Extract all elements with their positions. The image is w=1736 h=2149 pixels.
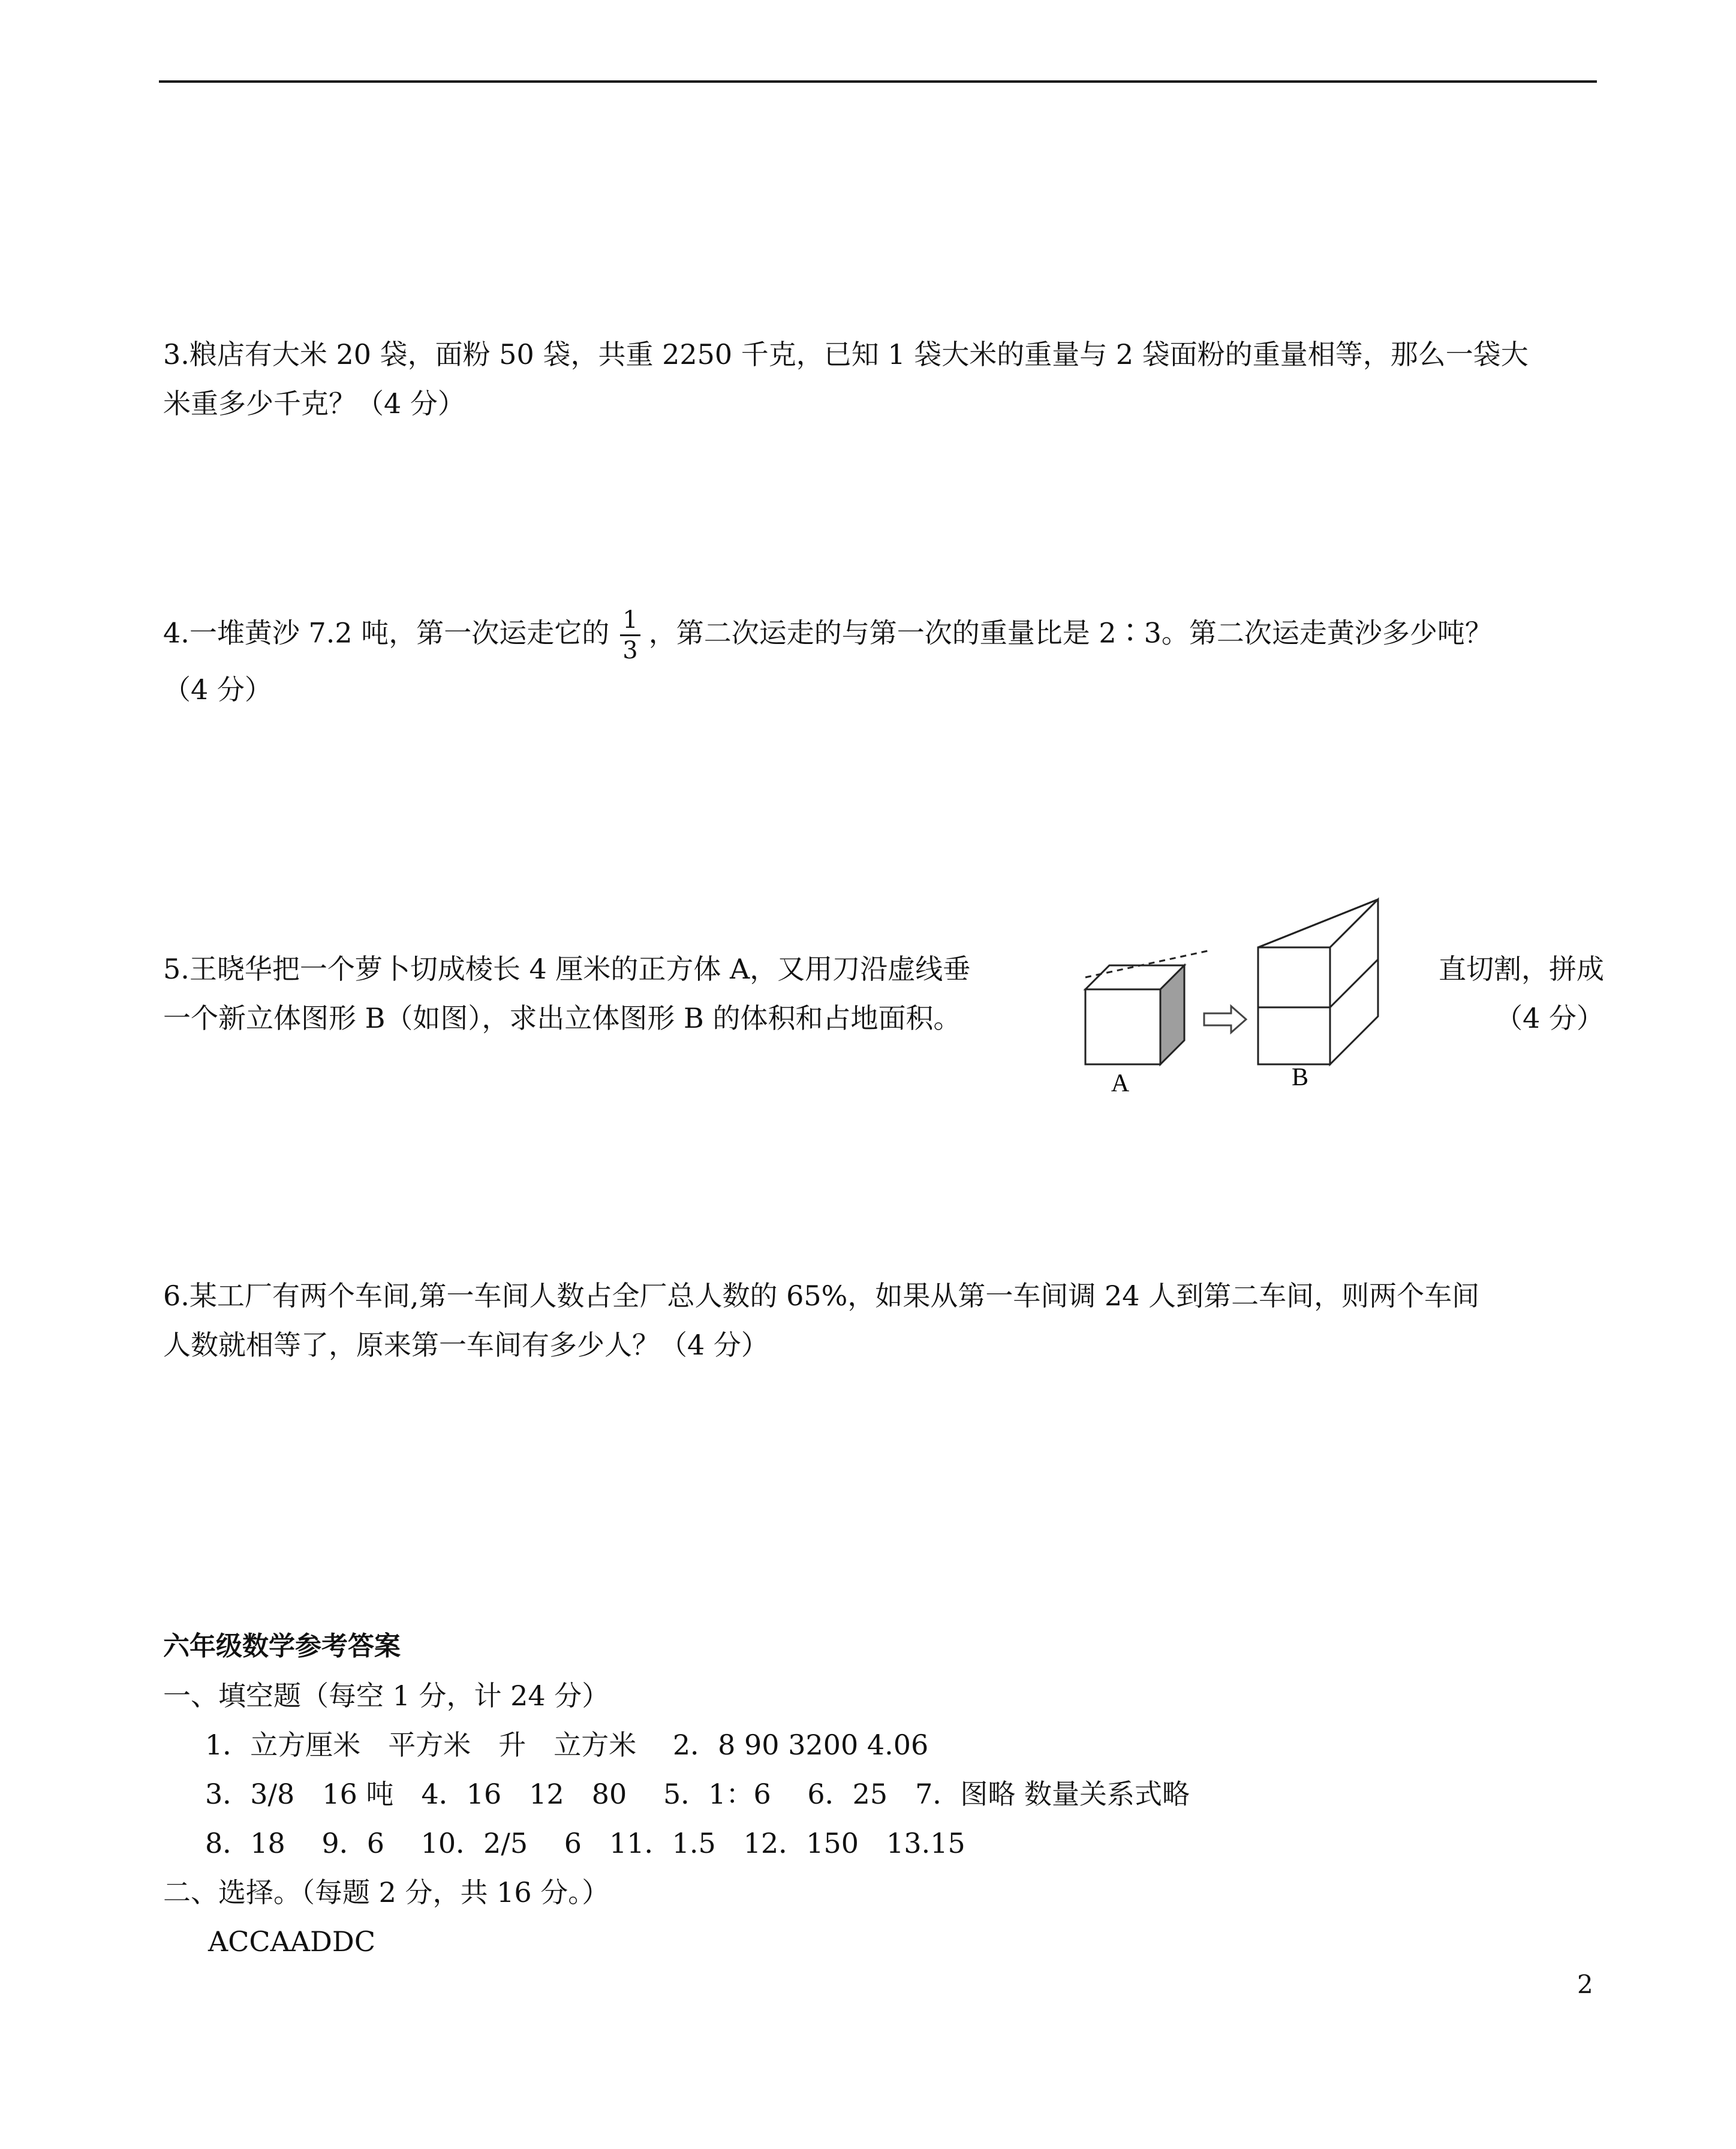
question-6-line-2: 人数就相等了，原来第一车间有多少人？（4 分） bbox=[163, 1329, 769, 1361]
answer-key-title: 六年级数学参考答案 bbox=[163, 1631, 401, 1662]
cube-cut-figure bbox=[1072, 893, 1396, 1103]
section-1-line-1: 1．立方厘米 平方米 升 立方米 2．8 90 3200 4.06 bbox=[205, 1729, 929, 1761]
figure-label-a: A bbox=[1111, 1070, 1130, 1097]
fraction bbox=[620, 606, 640, 665]
cube-a bbox=[1085, 950, 1210, 1064]
shape-b bbox=[1258, 899, 1378, 1064]
question-6 bbox=[163, 1271, 1596, 1370]
question-3-line-1: 3.粮店有大米 20 袋，面粉 50 袋，共重 2250 千克，已知 1 袋大米的重量与 2 袋面粉的重量相等，那么一袋大 bbox=[163, 338, 1529, 371]
page-number: 2 bbox=[1577, 1970, 1593, 1999]
question-4-text-before: 4.一堆黄沙 7.2 吨，第一次运走它的 bbox=[163, 616, 610, 649]
question-5-line-2-end: （4 分） bbox=[1495, 1002, 1604, 1034]
question-4 bbox=[163, 606, 1596, 714]
fraction-numerator: 1 bbox=[620, 606, 640, 636]
question-4-text-after: ，第二次运走的与第一次的重量比是 2∶3。第二次运走黄沙多少吨？ bbox=[648, 616, 1493, 649]
header-rule bbox=[159, 80, 1597, 83]
question-4-line-2: （4 分） bbox=[163, 673, 272, 706]
question-3 bbox=[163, 330, 1596, 428]
question-5-line-1: 5.王晓华把一个萝卜切成棱长 4 厘米的正方体 A，又用刀沿虚线垂 bbox=[163, 953, 971, 985]
right-arrow-icon bbox=[1204, 1006, 1246, 1033]
question-6-line-1: 6.某工厂有两个车间,第一车间人数占全厂总人数的 65%，如果从第一车间调 24 人到第二车间，则两个车间 bbox=[163, 1280, 1480, 1312]
question-4-line-1 bbox=[163, 606, 1596, 665]
question-5-line-2: 一个新立体图形 B（如图），求出立体图形 B 的体积和占地面积。 bbox=[163, 1002, 961, 1034]
question-5 bbox=[163, 944, 1063, 1043]
section-1-heading: 一、填空题（每空 1 分，计 24 分） bbox=[163, 1680, 610, 1712]
fraction-denominator: 3 bbox=[622, 637, 638, 664]
question-3-line-2: 米重多少千克？（4 分） bbox=[163, 387, 465, 420]
answer-key bbox=[163, 1622, 1596, 1966]
question-5-line-1-end: 直切割，拼成 bbox=[1439, 953, 1604, 985]
question-5-right bbox=[1406, 944, 1604, 1043]
section-1-line-2: 3．3/8 16 吨 4．16 12 80 5．1：6 6．25 7．图略 数量关系式略 bbox=[205, 1778, 1190, 1810]
figure-label-b: B bbox=[1291, 1064, 1309, 1091]
section-2-heading: 二、选择。（每题 2 分，共 16 分。） bbox=[163, 1876, 610, 1909]
section-1-line-3: 8．18 9．6 10．2/5 6 11．1.5 12．150 13.15 bbox=[205, 1827, 965, 1859]
section-2-answer: ACCAADDC bbox=[208, 1925, 376, 1958]
